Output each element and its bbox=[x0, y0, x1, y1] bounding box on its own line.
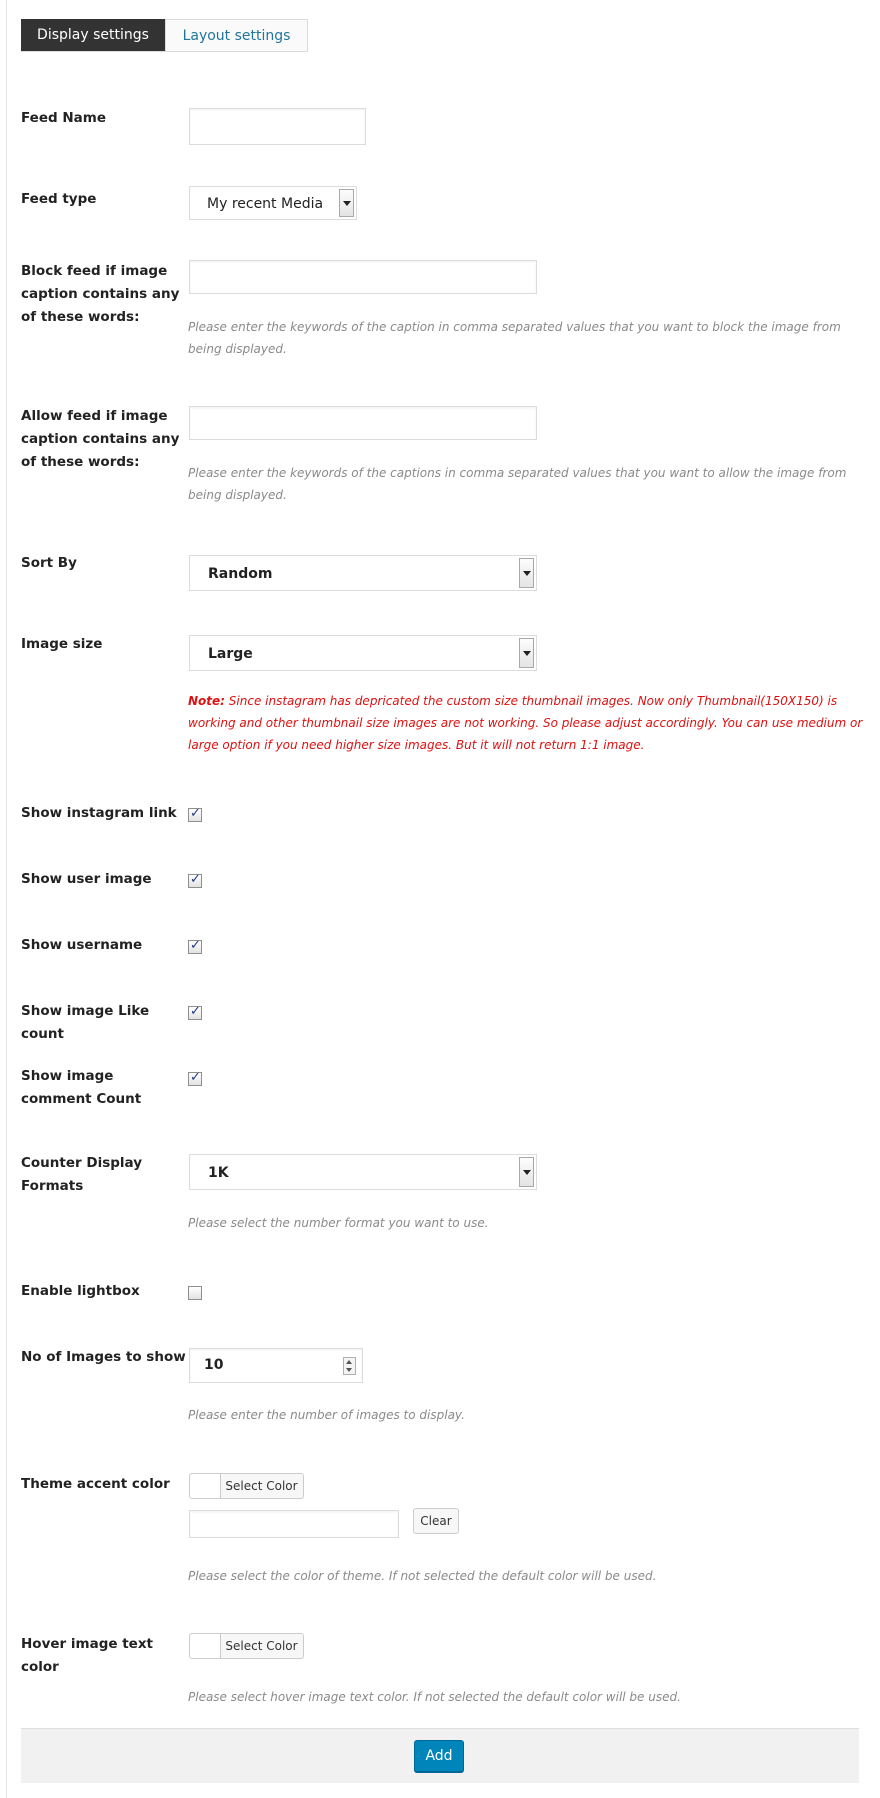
chevron-down-icon bbox=[519, 558, 534, 588]
stepper-arrows-icon[interactable] bbox=[343, 1357, 356, 1375]
hover-text-color-description: Please select hover image text color. If not selected the default color will be used. bbox=[188, 1690, 681, 1704]
color-swatch bbox=[190, 1474, 221, 1498]
image-size-value: Large bbox=[208, 646, 253, 662]
theme-accent-select-color-button[interactable] bbox=[189, 1473, 304, 1499]
theme-accent-hex-input[interactable] bbox=[189, 1510, 399, 1538]
feed-name-input[interactable] bbox=[189, 108, 366, 145]
counter-format-value: 1K bbox=[208, 1165, 229, 1181]
counter-format-description: Please select the number format you want to use. bbox=[188, 1216, 489, 1230]
feed-type-label: Feed type bbox=[21, 191, 97, 207]
allow-feed-description: Please enter the keywords of the captions in comma separated values that you want to allow the image from being displayed. bbox=[188, 466, 847, 502]
color-swatch bbox=[190, 1634, 221, 1658]
hover-text-color-label: Hover image text color bbox=[21, 1636, 153, 1675]
show-username-checkbox[interactable] bbox=[188, 940, 202, 954]
sort-by-value: Random bbox=[208, 566, 273, 582]
select-color-label: Select Color bbox=[225, 1479, 298, 1493]
sort-by-label: Sort By bbox=[21, 555, 77, 571]
feed-type-value: My recent Media bbox=[207, 196, 324, 212]
chevron-down-icon bbox=[519, 638, 534, 668]
show-like-count-label: Show image Like count bbox=[21, 1003, 150, 1042]
feed-type-select[interactable] bbox=[189, 186, 357, 220]
num-images-description: Please enter the number of images to display. bbox=[188, 1408, 465, 1422]
block-feed-description: Please enter the keywords of the caption in comma separated values that you want to block the image from being displayed. bbox=[188, 320, 841, 356]
note-text: Since instagram has depricated the custom size thumbnail images. Now only Thumbnail(150X150) is working and other thumbnail size images are not working. So please adjust accordingly. You can use medium or large option if you need higher size images. But it will not return 1:1 image. bbox=[188, 694, 863, 752]
hover-text-select-color-button[interactable] bbox=[189, 1633, 304, 1659]
chevron-down-icon bbox=[339, 189, 354, 217]
theme-accent-label: Theme accent color bbox=[21, 1476, 170, 1492]
show-comment-count-label: Show image comment Count bbox=[21, 1068, 142, 1107]
image-size-select[interactable] bbox=[189, 635, 537, 671]
checkmark-icon: ✓ bbox=[190, 872, 201, 887]
checkmark-icon: ✓ bbox=[190, 806, 201, 821]
tab-layout-settings[interactable]: Layout settings bbox=[165, 19, 308, 51]
theme-accent-description: Please select the color of theme. If not selected the default color will be used. bbox=[188, 1569, 657, 1583]
tab-divider bbox=[21, 51, 308, 52]
sort-by-select[interactable] bbox=[189, 555, 537, 591]
image-size-note bbox=[188, 690, 868, 756]
allow-feed-input[interactable] bbox=[189, 406, 537, 440]
checkmark-icon: ✓ bbox=[190, 1004, 201, 1019]
feed-name-label: Feed Name bbox=[21, 110, 106, 126]
show-username-label: Show username bbox=[21, 937, 143, 953]
num-images-value: 10 bbox=[204, 1357, 224, 1373]
show-comment-count-checkbox[interactable] bbox=[188, 1072, 202, 1086]
select-color-label: Select Color bbox=[225, 1639, 298, 1653]
note-prefix: Note: bbox=[188, 694, 225, 708]
block-feed-input[interactable] bbox=[189, 260, 537, 294]
show-instagram-link-label: Show instagram link bbox=[21, 805, 177, 821]
num-images-label: No of Images to show bbox=[21, 1349, 186, 1365]
show-instagram-link-checkbox[interactable] bbox=[188, 808, 202, 822]
checkmark-icon: ✓ bbox=[190, 938, 201, 953]
show-user-image-checkbox[interactable] bbox=[188, 874, 202, 888]
tab-display-settings[interactable]: Display settings bbox=[21, 19, 165, 51]
enable-lightbox-checkbox[interactable] bbox=[188, 1286, 202, 1300]
checkmark-icon: ✓ bbox=[190, 1070, 201, 1085]
counter-format-select[interactable] bbox=[189, 1154, 537, 1190]
image-size-label: Image size bbox=[21, 636, 103, 652]
theme-accent-clear-button[interactable]: Clear bbox=[413, 1508, 459, 1534]
block-feed-label: Block feed if image caption contains any of these words: bbox=[21, 263, 180, 325]
add-button[interactable]: Add bbox=[414, 1740, 464, 1772]
show-user-image-label: Show user image bbox=[21, 871, 152, 887]
counter-format-label: Counter Display Formats bbox=[21, 1155, 143, 1194]
enable-lightbox-label: Enable lightbox bbox=[21, 1283, 140, 1299]
show-like-count-checkbox[interactable] bbox=[188, 1006, 202, 1020]
chevron-down-icon bbox=[519, 1157, 534, 1187]
num-images-input[interactable] bbox=[189, 1348, 363, 1383]
allow-feed-label: Allow feed if image caption contains any of these words: bbox=[21, 408, 180, 470]
left-border bbox=[6, 0, 7, 1798]
